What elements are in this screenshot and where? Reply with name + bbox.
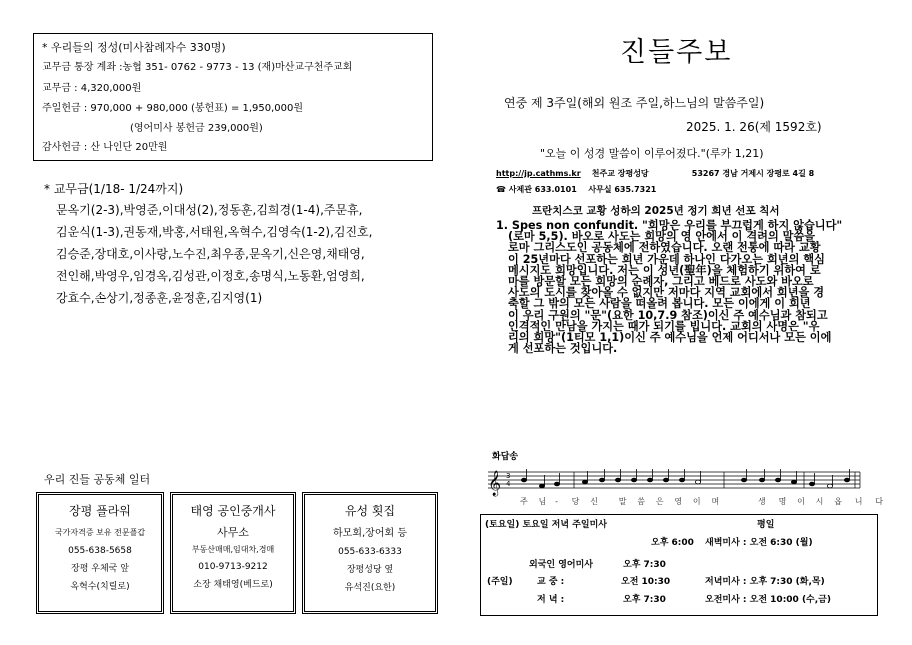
bulletin-verse: "오늘 이 성경 말씀이 이루어졌다."(루카 1,21): [540, 147, 764, 160]
tithe-line: 강효수,손상기,정종훈,윤정훈,김지영(1): [56, 291, 263, 305]
lyric: 이: [692, 497, 701, 506]
shop-name: 장평 플라워: [69, 504, 131, 518]
bull-line: 인격적인 만남을 가지는 때가 되기를 빕니다. 교회의 사명은 "우: [508, 319, 820, 333]
saturday-label: (토요일) 토요일 저녁 주일미사: [485, 520, 607, 530]
parish-phone-row: [496, 186, 656, 194]
lyric: 니: [854, 497, 863, 506]
morning-mass: 오전미사 : 오전 10:00 (수,금): [705, 595, 831, 605]
rectory-phone: 633.0101: [534, 185, 577, 194]
community-heading: 우리 진들 공동체 일터: [44, 473, 151, 486]
saturday-time: 오후 6:00: [651, 538, 694, 548]
bulletin-date: 2025. 1. 26(제 1592호): [686, 120, 822, 134]
tithe-list: [56, 204, 436, 314]
offering-tithe: 교무금 : 4,320,000원: [42, 83, 142, 94]
offering-thanks: 감사헌금 : 산 나인단 20만원: [42, 142, 168, 153]
lyric: 이: [797, 497, 805, 506]
weekday-heading: 평일: [757, 520, 775, 530]
offering-sunday: 주일헌금 : 970,000 + 980,000 (봉헌표) = 1,950,000원: [42, 103, 304, 114]
sunday-label: (주일): [487, 577, 513, 587]
shop-line: 하모회,장어회 등: [333, 528, 407, 539]
phone-icon: ☎: [496, 185, 506, 194]
shop-name: 태영 공인중개사: [190, 504, 276, 518]
lyric: 영: [674, 497, 683, 506]
bull-line: 이 우리 구원의 "문"(요한 10,7.9 참조)이신 주 예수님과 참되고: [508, 308, 828, 322]
shop-phone: 055-633-6333: [338, 547, 402, 557]
shop-owner: 소장 채태영(베드로): [193, 580, 273, 590]
bull-line: (로마 5,5). 바오로 사도는 희망의 영 안에서 이 격려의 말씀을: [508, 230, 816, 244]
bulletin-title: 진들주보: [620, 37, 733, 68]
bull-line: 축할 그 밖의 모든 사람을 떠올려 봅니다. 모든 이에게 이 희년: [508, 297, 811, 311]
shop-sub: 사무소: [217, 526, 249, 539]
offering-account: 교무금 통장 계좌 :농협 351- 0762 - 9773 - 13 (재)마산교구천주교회: [42, 62, 353, 73]
bull-line: 리의 희망"(1티모 1,1)이신 주 예수님을 언제 어디서나 모든 이에: [508, 331, 832, 345]
shop-line: 장평성당 옆: [346, 565, 394, 575]
shop-card-realty: [170, 492, 296, 614]
lyric: 주: [520, 497, 528, 506]
shop-line: 국가자격증 보유 전문플갑: [54, 528, 146, 537]
parish-url[interactable]: http://jp.cathms.kr: [496, 169, 581, 178]
shop-card-sashimi: [302, 492, 438, 614]
foreign-time: 오후 7:30: [623, 560, 666, 570]
lyric: 님: [538, 497, 547, 506]
gyojung-label: 교 중 :: [537, 577, 565, 587]
bull-title: 프란치스코 교황 성하의 2025년 정기 희년 선포 칙서: [532, 205, 780, 217]
offering-box: [33, 33, 433, 161]
bull-line: 1. Spes non confundit. "희망은 우리를 부끄럽게 하지 않습니다": [496, 219, 843, 232]
hymn-lyrics: [520, 498, 887, 506]
jeonyeok-time: 오후 7:30: [623, 595, 666, 605]
hymn-label: 화답송: [492, 452, 519, 462]
office-phone: 635.7321: [614, 185, 657, 194]
lyric: 생: [758, 497, 766, 506]
lyric: 신: [590, 497, 598, 506]
lyric: 당: [571, 497, 580, 506]
treble-clef-icon: 𝄞: [488, 471, 502, 496]
shop-phone: 055-638-5658: [68, 546, 132, 556]
svg-text:4: 4: [506, 480, 511, 488]
offering-heading: * 우리들의 정성(미사참례자수 330명): [42, 41, 226, 54]
shop-owner: 옥혁수(치릴로): [70, 582, 130, 592]
shop-name: 유성 횟집: [344, 504, 396, 518]
tithe-heading: * 교무금(1/18- 1/24까지): [44, 182, 184, 196]
lyric: 며: [711, 497, 720, 506]
bull-body: [496, 220, 876, 354]
rectory-label: 사제관: [508, 185, 532, 194]
svg-text:3: 3: [506, 472, 511, 480]
shop-owner: 유석진(요한): [344, 583, 396, 593]
jeonyeok-label: 저 녁 :: [537, 595, 565, 605]
lyric: 시: [815, 497, 824, 506]
lyric: 씀: [637, 497, 646, 506]
tithe-line: 전인해,박영우,임경옥,김성관,이정호,송명식,노동환,엄영희,: [56, 269, 365, 283]
tithe-line: 김운식(1-3),권동재,박홍,서태원,옥혁수,김영숙(1-2),김진호,: [56, 225, 373, 239]
shop-card-flower: [36, 492, 164, 614]
tithe-line: 문옥기(2-3),박영준,이대성(2),정동훈,김희경(1-4),주문휴,: [56, 203, 363, 217]
gyojung-time: 오전 10:30: [621, 577, 671, 587]
bull-line: 이 25년마다 선포하는 희년 가운데 하나인 다가오는 희년의 핵심: [508, 252, 825, 266]
foreign-label: 외국인 영어미사: [529, 560, 593, 570]
bulletin-sunday: 연중 제 3주일(해외 원조 주일,하느님의 말씀주일): [504, 96, 765, 110]
office-label: 사무실: [588, 185, 612, 194]
offering-english: (영어미사 봉헌금 239,000원): [130, 123, 263, 134]
evening-mass: 저녁미사 : 오후 7:30 (화,목): [705, 577, 825, 587]
tithe-line: 김승준,장대호,이사랑,노수진,최우종,문옥기,신은영,채태영,: [56, 247, 365, 261]
shop-line: 장평 우체국 앞: [71, 564, 129, 574]
bull-line: 메시지도 희망입니다. 저는 이 성년(聖年)을 체험하기 위하여 로: [508, 263, 821, 277]
bull-line: 마를 방문할 모든 희망의 순례자, 그리고 베드로 사도와 바오로: [508, 275, 814, 289]
lyric: 은: [655, 497, 664, 506]
shop-line: 부동산매매,임대차,경매: [191, 545, 275, 554]
parish-info-row: [496, 170, 814, 178]
lyric: 다: [875, 497, 884, 506]
lyric: 옵: [834, 497, 842, 506]
bull-line: 게 선포하는 것입니다.: [508, 342, 618, 356]
bull-line: 로마 그리스도인 공동체에 전하였습니다. 오랜 전통에 따라 교황: [508, 241, 821, 255]
dawn-mass: 새벽미사 : 오전 6:30 (월): [705, 538, 813, 548]
lyric: -: [555, 497, 558, 506]
mass-schedule-box: [480, 514, 878, 616]
parish-address: 53267 경남 거제시 장평로 4길 8: [691, 169, 815, 178]
lyric: 명: [778, 497, 787, 506]
shop-phone: 010-9713-9212: [198, 562, 268, 572]
lyric: 말: [618, 497, 627, 506]
parish-name: 천주교 장평성당: [591, 169, 649, 178]
bull-line: 사도의 도시를 찾아올 수 없지만 저마다 지역 교회에서 희년을 경: [508, 286, 825, 300]
